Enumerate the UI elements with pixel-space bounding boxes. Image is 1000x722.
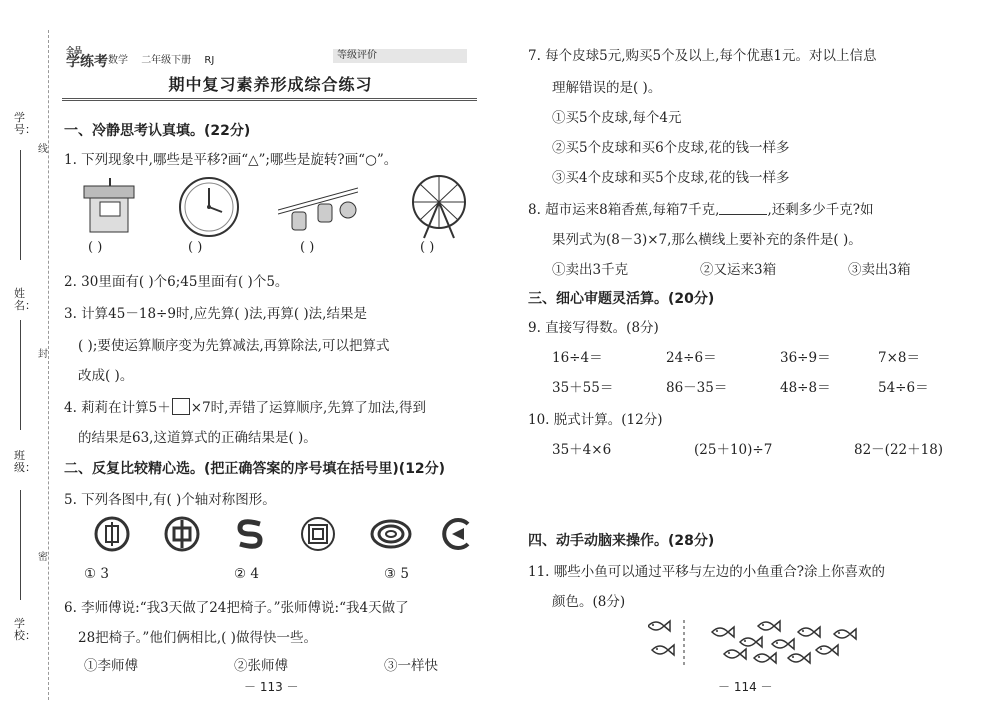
question-5: 5. 下列各图中,有( )个轴对称图形。 (64, 492, 276, 508)
q7-option-1: ①买5个皮球,每个4元 (552, 110, 682, 126)
question-8-line-1: 8. 超市运来8箱香蕉,每箱7千克, ,还剩多少千克?如 (528, 202, 874, 218)
blank-box[interactable] (172, 398, 190, 415)
margin-label-class: 班级： (14, 449, 36, 474)
clock-picture (178, 176, 240, 238)
edition-label: RJ (204, 55, 215, 66)
grade-label: 二年级下册 (141, 55, 192, 66)
q9-item: 7×8＝ (878, 350, 920, 366)
q8-option-3: ③卖出3箱 (848, 262, 911, 278)
page-number-right: － 114 － (718, 680, 773, 694)
machine-press-picture (80, 178, 140, 236)
cable-car-picture (278, 180, 358, 240)
answer-paren-1[interactable]: ( ) (88, 240, 103, 255)
subject-label: 数学 (108, 55, 128, 66)
q9-item: 24÷6＝ (666, 350, 717, 366)
margin-blank-line (20, 490, 21, 600)
header-meta (108, 51, 224, 66)
section-heading-3: 三、细心审题灵活算。(20分) (528, 291, 715, 307)
q7-option-3: ③买4个皮球和买5个皮球,花的钱一样多 (552, 170, 790, 186)
section-heading-2: 二、反复比较精心选。(把正确答案的序号填在括号里)(12分) (64, 461, 446, 477)
brand-logo: 全品 学练考 (66, 46, 108, 70)
question-10: 10. 脱式计算。(12分) (528, 412, 663, 428)
question-9: 9. 直接写得数。(8分) (528, 320, 659, 336)
q8-option-1: ①卖出3千克 (552, 262, 629, 278)
cut-line (48, 30, 49, 700)
question-3-line-1: 3. 计算45－18÷9时,应先算( )法,再算( )法,结果是 (64, 306, 367, 322)
section-heading-4: 四、动手动脑来操作。(28分) (528, 533, 715, 549)
question-4-line-1: 4. 莉莉在计算5＋ ×7时,弄错了运算顺序,先算了加法,得到 (64, 400, 427, 416)
logo-c-icon (438, 516, 474, 552)
blank-line[interactable] (719, 214, 767, 215)
margin-blank-line (20, 150, 21, 260)
logo-coin-icon (94, 516, 130, 552)
margin-label-name: 姓名： (14, 287, 36, 312)
question-8-line-2: 果列式为(8－3)×7,那么横线上要补充的条件是( )。 (552, 232, 862, 248)
section-heading-1: 一、冷静思考认真填。(22分) (64, 123, 251, 139)
question-6-line-2: 28把椅子。”他们俩相比,( )做得快一些。 (78, 630, 317, 646)
q9-item: 35＋55＝ (552, 380, 614, 396)
fish-area (648, 618, 868, 668)
q7-option-2: ②买5个皮球和买6个皮球,花的钱一样多 (552, 140, 790, 156)
q9-item: 16÷4＝ (552, 350, 603, 366)
q8-option-2: ②又运来3箱 (700, 262, 777, 278)
q10-item: 35＋4×6 (552, 442, 612, 458)
right-page (528, 0, 960, 722)
title-divider (62, 98, 477, 101)
q6-option-3: ③一样快 (384, 658, 438, 674)
question-2: 2. 30里面有( )个6;45里面有( )个5。 (64, 274, 289, 290)
page-title: 期中复习素养形成综合练习 (168, 75, 373, 94)
q9-item: 54÷6＝ (878, 380, 929, 396)
margin-label-school: 学校： (14, 617, 36, 642)
q5-option-2: ② 4 (234, 566, 259, 582)
question-3-line-2: ( );要使运算顺序变为先算减法,再算除法,可以把算式 (78, 338, 390, 354)
q9-item: 36÷9＝ (780, 350, 831, 366)
margin-label-student-id: 学号： (14, 111, 36, 136)
rating-box: 等级评价 (333, 49, 467, 63)
q5-option-3: ③ 5 (384, 566, 409, 582)
q6-option-2: ②张师傅 (234, 658, 288, 674)
question-4-line-2: 的结果是63,这道算式的正确结果是( )。 (78, 430, 317, 446)
q10-item: 82－(22＋18) (854, 442, 944, 458)
answer-paren-2[interactable]: ( ) (188, 240, 203, 255)
q6-option-1: ①李师傅 (84, 658, 138, 674)
page-number-left: － 113 － (244, 680, 299, 694)
margin-blank-line (20, 320, 21, 430)
answer-paren-3[interactable]: ( ) (300, 240, 315, 255)
question-11-line-1: 11. 哪些小鱼可以通过平移与左边的小鱼重合?涂上你喜欢的 (528, 564, 885, 580)
logo-s-icon (230, 516, 270, 552)
q5-option-1: ① 3 (84, 566, 109, 582)
ferris-wheel-picture (406, 172, 472, 240)
logo-bank-icon (164, 516, 200, 552)
question-11-line-2: 颜色。(8分) (552, 594, 626, 610)
seal-mark-secret: 密 (38, 552, 48, 563)
seal-mark-line: 线 (38, 144, 48, 155)
logo-square-icon (300, 516, 336, 552)
q9-item: 48÷8＝ (780, 380, 831, 396)
question-1: 1. 下列现象中,哪些是平移?画“△”;哪些是旋转?画“○”。 (64, 152, 398, 168)
question-7-line-2: 理解错误的是( )。 (552, 80, 662, 96)
q9-item: 86－35＝ (666, 380, 728, 396)
question-6-line-1: 6. 李师傅说:“我3天做了24把椅子。”张师傅说:“我4天做了 (64, 600, 409, 616)
seal-mark-seal: 封 (38, 349, 48, 360)
question-3-line-3: 改成( )。 (78, 368, 134, 384)
q10-item: (25＋10)÷7 (694, 442, 773, 458)
binding-margin (0, 0, 58, 722)
left-page (58, 0, 483, 722)
question-7-line-1: 7. 每个皮球5元,购买5个及以上,每个优惠1元。对以上信息 (528, 48, 877, 64)
answer-paren-4[interactable]: ( ) (420, 240, 435, 255)
logo-swirl-icon (370, 518, 412, 550)
